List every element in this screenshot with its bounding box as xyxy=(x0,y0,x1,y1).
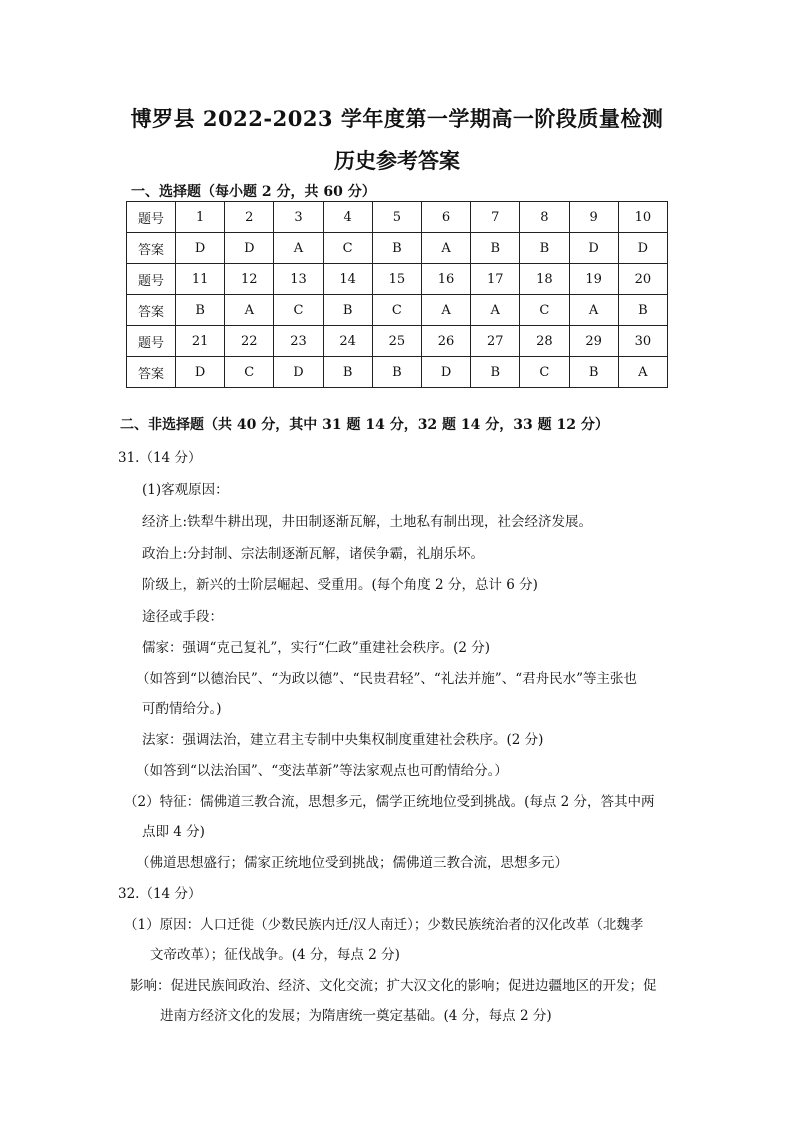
answer-line: 法家：强调法治，建立君主专制中央集权制度重建社会秩序。(2 分) xyxy=(142,732,544,748)
answer-cell: A xyxy=(421,233,470,264)
answer-cell: A xyxy=(225,295,274,326)
question-number: 6 xyxy=(421,202,470,233)
answer-cell: C xyxy=(225,357,274,388)
answer-line: 文帝改革）；征伐战争。(4 分，每点 2 分) xyxy=(150,947,400,963)
question-number: 1 xyxy=(176,202,225,233)
question-number: 30 xyxy=(618,326,667,357)
answer-line: (1)客观原因： xyxy=(142,482,229,498)
answer-cell: D xyxy=(569,233,618,264)
answer-line: 经济上:铁犁牛耕出现，井田制逐渐瓦解，土地私有制出现，社会经济发展。 xyxy=(142,514,593,530)
answer-line: （如答到“以法治国”、“变法革新”等法家观点也可酌情给分。） xyxy=(136,763,508,779)
answer-cell: B xyxy=(618,295,667,326)
question-number: 14 xyxy=(323,264,372,295)
question-number: 2 xyxy=(225,202,274,233)
section-2-heading: 二、非选择题（共 40 分，其中 31 题 14 分，32 题 14 分，33 题 12 分） xyxy=(120,417,609,433)
document-subtitle: 历史参考答案 xyxy=(334,148,460,173)
answer-cell: A xyxy=(618,357,667,388)
answer-cell: B xyxy=(569,357,618,388)
question-number: 10 xyxy=(618,202,667,233)
answer-cell: C xyxy=(274,295,323,326)
answer-line: 儒家：强调“克己复礼”，实行“仁政”重建社会秩序。(2 分) xyxy=(142,640,491,656)
answer-cell: B xyxy=(471,357,520,388)
document-title: 博罗县 2022-2023 学年度第一学期高一阶段质量检测 xyxy=(130,106,664,131)
answer-cell: B xyxy=(372,357,421,388)
answer-cell: D xyxy=(421,357,470,388)
question-number: 24 xyxy=(323,326,372,357)
answer-cell: A xyxy=(421,295,470,326)
answer-line: （佛道思想盛行；儒家正统地位受到挑战；儒佛道三教合流，思想多元） xyxy=(136,855,568,871)
answer-line: 点即 4 分) xyxy=(142,824,205,840)
answer-cell: C xyxy=(520,357,569,388)
answer-cell: D xyxy=(176,233,225,264)
answer-cell: D xyxy=(176,357,225,388)
question-number: 22 xyxy=(225,326,274,357)
answer-label: 答案 xyxy=(127,233,176,264)
table-row xyxy=(127,202,668,233)
question-number: 27 xyxy=(471,326,520,357)
answer-cell: A xyxy=(471,295,520,326)
question-number: 5 xyxy=(372,202,421,233)
answer-cell: D xyxy=(618,233,667,264)
answer-line: （1）原因：人口迁徙（少数民族内迁/汉人南迁）；少数民族统治者的汉化改革（北魏孝 xyxy=(124,917,644,933)
answer-cell: C xyxy=(520,295,569,326)
answer-line: （如答到“以德治民”、“为政以德”、“民贵君轻”、“礼法并施”、“君舟民水”等主张也 xyxy=(136,671,638,687)
question-number: 13 xyxy=(274,264,323,295)
question-number: 7 xyxy=(471,202,520,233)
answer-line: （2）特征：儒佛道三教合流，思想多元，儒学正统地位受到挑战。(每点 2 分，答其中两 xyxy=(124,794,655,810)
question-number: 29 xyxy=(569,326,618,357)
question-number: 16 xyxy=(421,264,470,295)
answer-cell: B xyxy=(323,295,372,326)
answer-line: 途径或手段： xyxy=(142,609,223,625)
answer-label: 答案 xyxy=(127,357,176,388)
question-label: 题号 xyxy=(127,326,176,357)
question-number: 20 xyxy=(618,264,667,295)
answer-line: 影响：促进民族间政治、经济、文化交流；扩大汉文化的影响；促进边疆地区的开发；促 xyxy=(130,978,657,994)
answer-cell: B xyxy=(520,233,569,264)
question-number: 11 xyxy=(176,264,225,295)
question-number: 9 xyxy=(569,202,618,233)
question-label: 题号 xyxy=(127,202,176,233)
answer-cell: A xyxy=(274,233,323,264)
answer-cell: C xyxy=(323,233,372,264)
answer-cell: B xyxy=(176,295,225,326)
question-number: 3 xyxy=(274,202,323,233)
table-row xyxy=(127,357,668,388)
question-number: 4 xyxy=(323,202,372,233)
answer-line: 政治上:分封制、宗法制逐渐瓦解，诸侯争霸，礼崩乐坏。 xyxy=(142,546,485,562)
answer-cell: C xyxy=(372,295,421,326)
question-32-header: 32.（14 分） xyxy=(118,886,202,902)
section-1-heading: 一、选择题（每小题 2 分，共 60 分） xyxy=(131,184,376,200)
answer-cell: D xyxy=(225,233,274,264)
answer-line: 进南方经济文化的发展；为隋唐统一奠定基础。(4 分，每点 2 分) xyxy=(160,1008,552,1024)
answer-line: 阶级上，新兴的士阶层崛起、受重用。(每个角度 2 分，总计 6 分) xyxy=(142,577,538,593)
question-number: 19 xyxy=(569,264,618,295)
table-row xyxy=(127,233,668,264)
answer-cell: B xyxy=(471,233,520,264)
answer-cell: B xyxy=(323,357,372,388)
answer-cell: A xyxy=(569,295,618,326)
table-row xyxy=(127,264,668,295)
answer-cell: B xyxy=(372,233,421,264)
question-number: 23 xyxy=(274,326,323,357)
table-row xyxy=(127,295,668,326)
question-31-header: 31.（14 分） xyxy=(118,450,202,466)
question-number: 18 xyxy=(520,264,569,295)
answer-table xyxy=(126,201,668,388)
question-number: 8 xyxy=(520,202,569,233)
question-number: 12 xyxy=(225,264,274,295)
question-label: 题号 xyxy=(127,264,176,295)
answer-label: 答案 xyxy=(127,295,176,326)
question-number: 21 xyxy=(176,326,225,357)
answer-cell: D xyxy=(274,357,323,388)
question-number: 26 xyxy=(421,326,470,357)
question-number: 15 xyxy=(372,264,421,295)
question-number: 28 xyxy=(520,326,569,357)
table-row xyxy=(127,326,668,357)
question-number: 25 xyxy=(372,326,421,357)
answer-line: 可酌情给分。) xyxy=(142,701,222,717)
question-number: 17 xyxy=(471,264,520,295)
